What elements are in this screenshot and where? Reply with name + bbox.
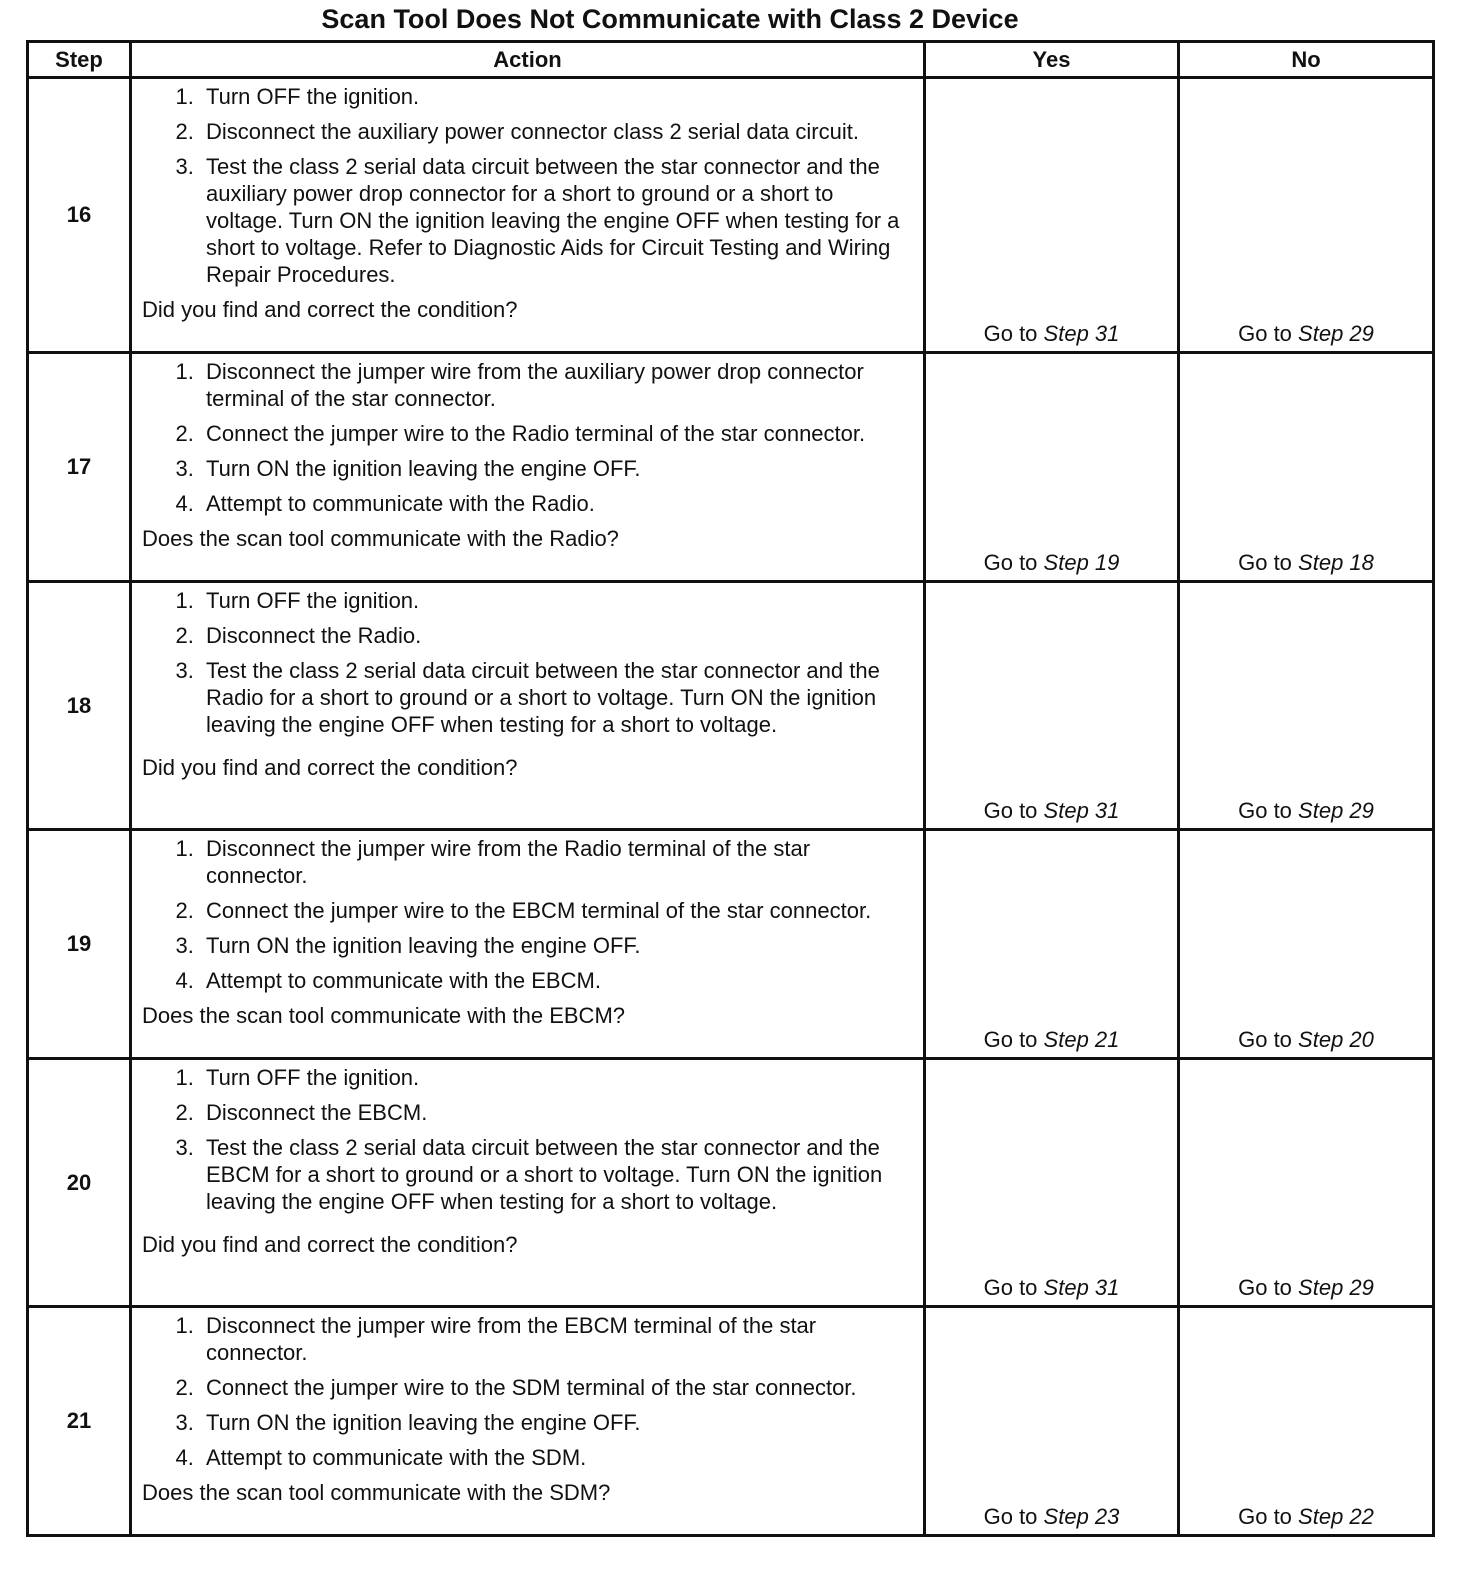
goto-prefix: Go to <box>983 550 1038 575</box>
table-row <box>28 830 1434 1059</box>
step-number: 21 <box>28 1307 131 1536</box>
goto-prefix: Go to <box>1238 1275 1292 1300</box>
action-list <box>142 83 915 288</box>
no-goto-cell <box>1179 1059 1434 1307</box>
action-item: 2. Disconnect the Radio. <box>200 622 915 649</box>
no-step-link: Step 22 <box>1298 1504 1374 1529</box>
table-row <box>28 1307 1434 1536</box>
action-item: 2. Disconnect the auxiliary power connector class 2 serial data circuit. <box>200 118 915 145</box>
action-list <box>142 1064 915 1215</box>
table-row <box>28 1059 1434 1307</box>
no-step-link: Step 29 <box>1298 798 1374 823</box>
action-item: 4. Attempt to communicate with the EBCM. <box>200 967 915 994</box>
goto-prefix: Go to <box>983 1504 1038 1529</box>
header-step: Step <box>28 42 131 78</box>
action-cell <box>131 1059 925 1307</box>
goto-prefix: Go to <box>1238 1504 1292 1529</box>
action-item: 1. Disconnect the jumper wire from the auxiliary power drop connector terminal of the star connector. <box>200 358 915 412</box>
question-text: Did you find and correct the condition? <box>142 297 518 322</box>
step-number: 17 <box>28 353 131 582</box>
no-goto-cell <box>1179 830 1434 1059</box>
yes-goto-cell <box>925 353 1179 582</box>
goto-prefix: Go to <box>983 1275 1038 1300</box>
yes-step-link: Step 23 <box>1043 1504 1120 1529</box>
goto-prefix: Go to <box>1238 1027 1292 1052</box>
action-item: 2. Connect the jumper wire to the EBCM terminal of the star connector. <box>200 897 915 924</box>
no-step-link: Step 29 <box>1298 321 1374 346</box>
step-number: 18 <box>28 582 131 830</box>
step-number: 16 <box>28 78 131 353</box>
action-list <box>142 358 915 517</box>
no-goto-cell <box>1179 582 1434 830</box>
table-row <box>28 353 1434 582</box>
yes-goto-cell <box>925 830 1179 1059</box>
action-item: 1. Disconnect the jumper wire from the EBCM terminal of the star connector. <box>200 1312 915 1366</box>
no-step-link: Step 29 <box>1298 1275 1374 1300</box>
diagnostic-table <box>26 40 1435 1537</box>
yes-step-link: Step 31 <box>1043 798 1120 823</box>
action-item: 2. Disconnect the EBCM. <box>200 1099 915 1126</box>
action-item: 1. Turn OFF the ignition. <box>200 83 915 110</box>
step-number: 20 <box>28 1059 131 1307</box>
action-list <box>142 1312 915 1471</box>
header-no: No <box>1179 42 1434 78</box>
action-cell <box>131 830 925 1059</box>
action-item: 2. Connect the jumper wire to the SDM terminal of the star connector. <box>200 1374 915 1401</box>
header-yes: Yes <box>925 42 1179 78</box>
yes-goto-cell <box>925 582 1179 830</box>
question-text: Did you find and correct the condition? <box>142 755 518 780</box>
goto-prefix: Go to <box>983 1027 1038 1052</box>
step-number: 19 <box>28 830 131 1059</box>
action-item: 3. Turn ON the ignition leaving the engine OFF. <box>200 1409 915 1436</box>
header-row <box>28 42 1434 78</box>
yes-goto-cell <box>925 78 1179 353</box>
no-goto-cell <box>1179 1307 1434 1536</box>
action-cell <box>131 582 925 830</box>
question-text: Did you find and correct the condition? <box>142 1232 518 1257</box>
yes-step-link: Step 19 <box>1043 550 1120 575</box>
yes-step-link: Step 31 <box>1043 1275 1120 1300</box>
action-cell <box>131 353 925 582</box>
action-cell <box>131 78 925 353</box>
action-item: 3. Turn ON the ignition leaving the engine OFF. <box>200 932 915 959</box>
action-item: 3. Turn ON the ignition leaving the engine OFF. <box>200 455 915 482</box>
action-item: 1. Disconnect the jumper wire from the Radio terminal of the star connector. <box>200 835 915 889</box>
yes-step-link: Step 21 <box>1043 1027 1120 1052</box>
action-list <box>142 587 915 738</box>
question-text: Does the scan tool communicate with the Radio? <box>142 526 619 551</box>
yes-goto-cell <box>925 1307 1179 1536</box>
no-step-link: Step 18 <box>1298 550 1374 575</box>
goto-prefix: Go to <box>1238 321 1292 346</box>
no-goto-cell <box>1179 78 1434 353</box>
goto-prefix: Go to <box>1238 550 1292 575</box>
action-item: 4. Attempt to communicate with the Radio. <box>200 490 915 517</box>
action-item: 1. Turn OFF the ignition. <box>200 1064 915 1091</box>
goto-prefix: Go to <box>983 321 1038 346</box>
question-text: Does the scan tool communicate with the SDM? <box>142 1480 611 1505</box>
table-row <box>28 78 1434 353</box>
goto-prefix: Go to <box>983 798 1038 823</box>
page-title: Scan Tool Does Not Communicate with Class 2 Device <box>321 4 1019 34</box>
yes-goto-cell <box>925 1059 1179 1307</box>
yes-step-link: Step 31 <box>1043 321 1120 346</box>
action-item: 3. Test the class 2 serial data circuit between the star connector and the Radio for a short to ground or a short to voltage. Turn ON the ignition leaving the engine OFF when testing for a short to voltage. <box>200 657 915 738</box>
table-row <box>28 582 1434 830</box>
action-list <box>142 835 915 994</box>
action-item: 2. Connect the jumper wire to the Radio terminal of the star connector. <box>200 420 915 447</box>
no-goto-cell <box>1179 353 1434 582</box>
action-item: 3. Test the class 2 serial data circuit between the star connector and the auxiliary power drop connector for a short to ground or a short to voltage. Turn ON the ignition leaving the engine OFF when testing for a short to voltage. Refer to Diagnostic Aids for Circuit Testing and Wiring Repair Procedures. <box>200 153 915 288</box>
goto-prefix: Go to <box>1238 798 1292 823</box>
no-step-link: Step 20 <box>1298 1027 1374 1052</box>
action-item: 4. Attempt to communicate with the SDM. <box>200 1444 915 1471</box>
action-cell <box>131 1307 925 1536</box>
header-action: Action <box>131 42 925 78</box>
question-text: Does the scan tool communicate with the EBCM? <box>142 1003 626 1028</box>
action-item: 3. Test the class 2 serial data circuit between the star connector and the EBCM for a short to ground or a short to voltage. Turn ON the ignition leaving the engine OFF when testing for a short to voltage. <box>200 1134 915 1215</box>
action-item: 1. Turn OFF the ignition. <box>200 587 915 614</box>
